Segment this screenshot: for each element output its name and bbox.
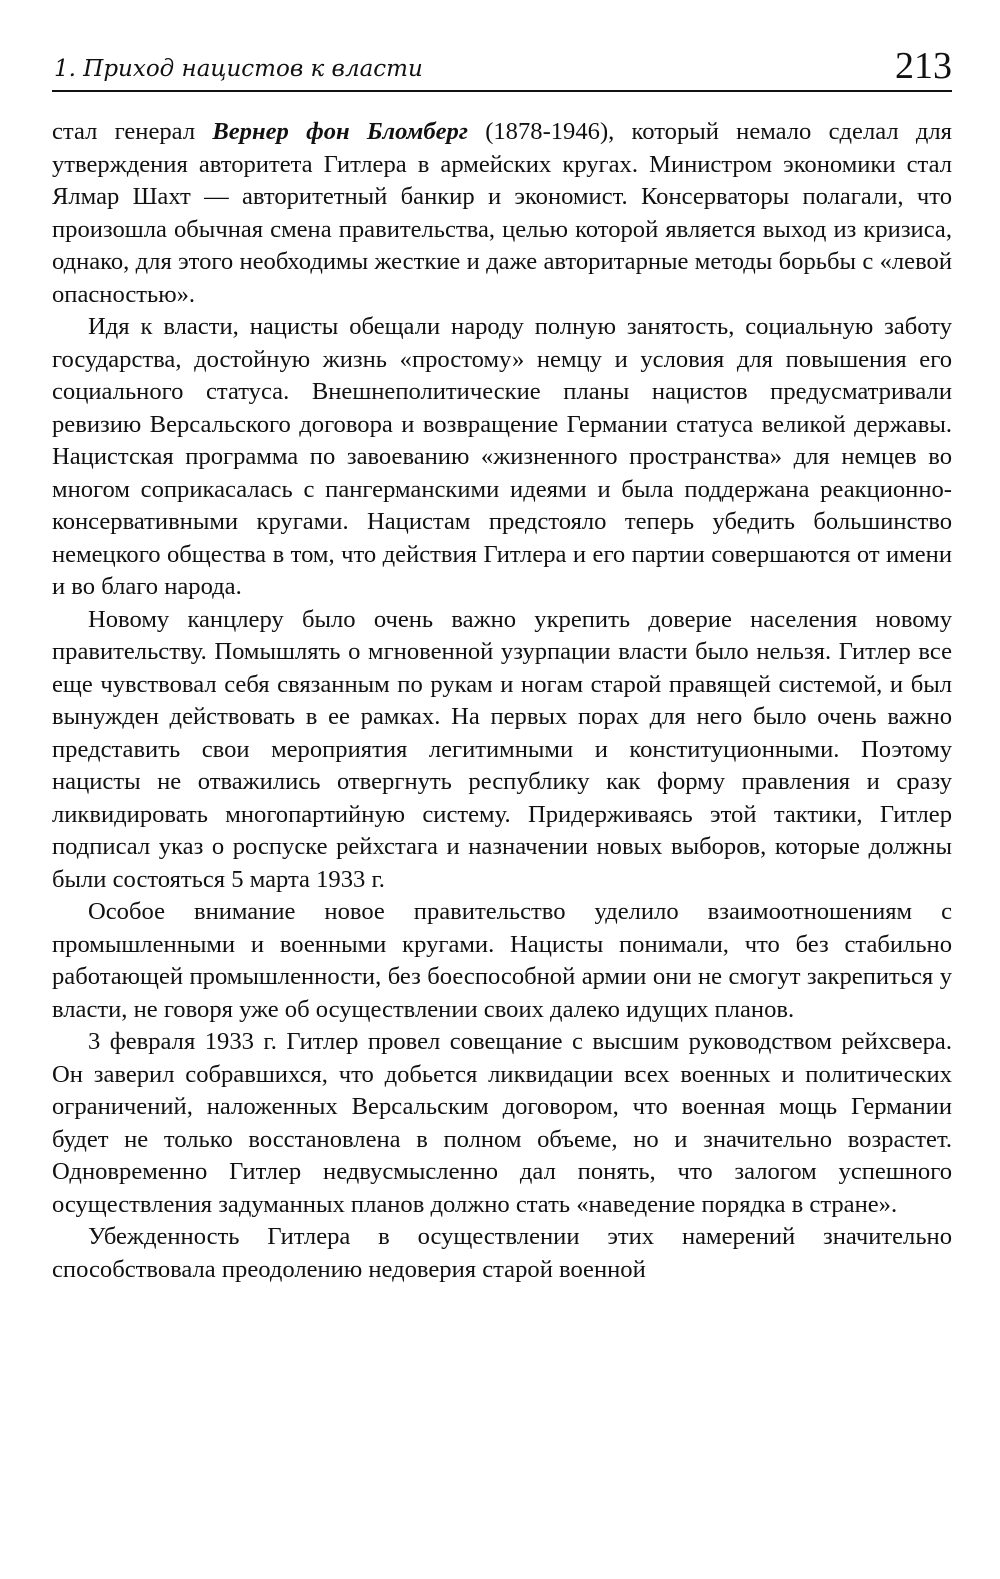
- paragraph-5: 3 февраля 1933 г. Гитлер провел совещание с высшим руководством рейхсвера. Он заверил собравшихся, что добьется ликвидации всех военных и политических ограничений, наложенных Версальским договором, что военная мощь Германии будет не только восстановлена в полном объеме, но и значительно возрастет. Одновременно Гитлер недвусмысленно дал понять, что залогом успешного осуществления задуманных планов должно стать «наведение порядка в стране».: [52, 1028, 952, 1218]
- paragraph-1: [52, 116, 952, 311]
- person-name-emphasis: Вернер фон Бломберг: [212, 118, 468, 145]
- paragraph-6: Убежденность Гитлера в осуществлении этих намерений значительно способствовала преодолению недоверия старой военной: [52, 1223, 952, 1283]
- page-number: 213: [895, 45, 952, 87]
- running-header: [52, 40, 952, 92]
- running-title: 1. Приход нацистов к власти: [54, 56, 423, 82]
- paragraph-3: Новому канцлеру было очень важно укрепить доверие населения новому правительству. Помышлять о мгновенной узурпации власти было нельзя. Гитлер все еще чувствовал себя связанным по рукам и ногам старой правящей системой, и был вынужден действовать в ее рамках. На первых порах для него было очень важно представить свои мероприятия легитимными и конституционными. Поэтому нацисты не отважились отвергнуть республику как форму правления и сразу ликвидировать многопартийную систему. Придерживаясь этой тактики, Гитлер подписал указ о роспуске рейхстага и назначении новых выборов, которые должны были состояться 5 марта 1933 г.: [52, 605, 952, 893]
- body-text: [52, 116, 952, 1286]
- paragraph-1-start: стал генерал: [52, 118, 213, 145]
- paragraph-2: Идя к власти, нацисты обещали народу полную занятость, социальную заботу государства, достойную жизнь «простому» немцу и условия для повышения его социального статуса. Внешнеполитические планы нацистов предусматривали ревизию Версальского договора и возвращение Германии статуса великой державы. Нацистская программа по завоеванию «жизненного пространства» для немцев во многом соприкасалась с пангерманскими идеями и была поддержана реакционно-консервативными кругами. Нацистам предстояло теперь убедить большинство немецкого общества в том, что действия Гитлера и его партии совершаются от имени и во благо народа.: [52, 313, 952, 600]
- paragraph-1-rest: (1878-1946), который немало сделал для утверждения авторитета Гитлера в армейских кругах. Министром экономики стал Ялмар Шахт — авторитетный банкир и экономист. Консерваторы полагали, что произошла обычная смена правительства, целью которой является выход из кризиса, однако, для этого необходимы жесткие и даже авторитарные методы борьбы с «левой опасностью».: [52, 118, 952, 308]
- book-page: [52, 40, 952, 1286]
- paragraph-4: Особое внимание новое правительство уделило взаимоотношениям с промышленными и военными кругами. Нацисты понимали, что без стабильно работающей промышленности, без боеспособной армии они не смогут закрепиться у власти, не говоря уже об осуществлении своих далеко идущих планов.: [52, 898, 952, 1023]
